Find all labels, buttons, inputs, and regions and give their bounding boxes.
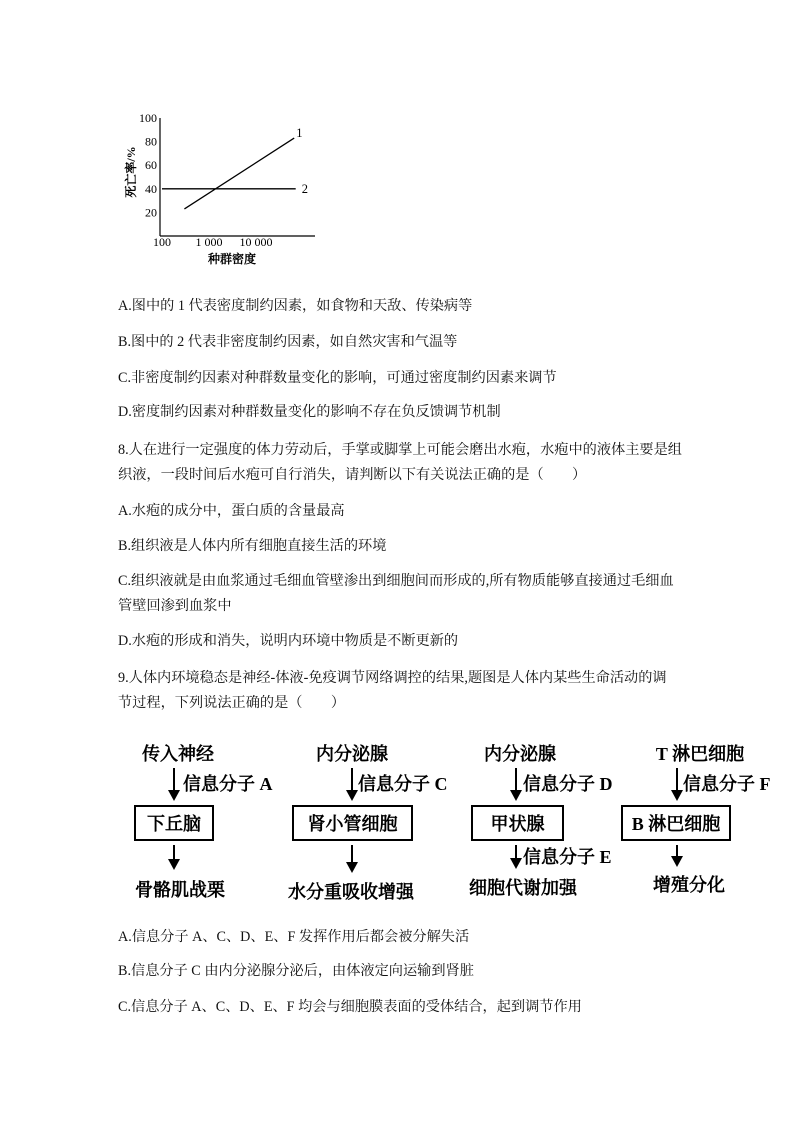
q9-option-c: C.信息分子 A、C、D、E、F 均会与细胞膜表面的受体结合，起到调节作用 — [118, 999, 582, 1015]
q7-option-d: D.密度制约因素对种群数量变化的影响不存在负反馈调节机制 — [118, 404, 501, 420]
q8-option-b: B.组织液是人体内所有细胞直接生活的环境 — [118, 538, 387, 554]
diagram-target-box — [471, 805, 564, 841]
q8-stem-line: 织液，一段时间后水疱可自行消失，请判断以下有关说法正确的是（ ） — [118, 467, 587, 483]
arrow-down-icon — [167, 845, 181, 870]
q8-option-d: D.水疱的形成和消失，说明内环境中物质是不断更新的 — [118, 633, 459, 649]
population-density-chart — [110, 105, 330, 270]
q9-option-a: A.信息分子 A、C、D、E、F 发挥作用后都会被分解失活 — [118, 929, 470, 945]
arrow-down-icon — [670, 768, 684, 801]
diagram-signal: 信息分子 D — [523, 774, 613, 794]
x-axis-label: 种群密度 — [207, 252, 257, 266]
q8-stem-line: 8.人在进行一定强度的体力劳动后，手掌或脚掌上可能会磨出水疱，水疱中的液体主要是组 — [118, 442, 682, 458]
diagram-target-label: B 淋巴细胞 — [631, 814, 721, 834]
diagram-source: 内分泌腺 — [484, 744, 556, 764]
y-tick-label: 20 — [145, 205, 157, 220]
diagram-target-box — [292, 805, 413, 841]
diagram-target-label: 下丘脑 — [147, 814, 201, 834]
diagram-signal: 信息分子 A — [183, 774, 273, 794]
diagram-target-box — [134, 805, 214, 841]
y-tick-label: 40 — [145, 181, 157, 196]
diagram-target-box — [621, 805, 731, 841]
q7-option-c: C.非密度制约因素对种群数量变化的影响，可通过密度制约因素来调节 — [118, 370, 557, 386]
arrow-down-icon — [670, 845, 684, 867]
q8-option-c: C.组织液就是由血浆通过毛细血管壁渗出到细胞间而形成的,所有物质能够直接通过毛细血 — [118, 573, 674, 589]
diagram-source: T 淋巴细胞 — [655, 744, 745, 764]
diagram-source: 传入神经 — [142, 744, 214, 764]
diagram-signal: 信息分子 C — [358, 774, 448, 794]
y-axis-label: 死亡率/% — [124, 146, 138, 198]
series-label-1: 1 — [296, 126, 303, 141]
diagram-signal-out: 信息分子 E — [523, 847, 612, 867]
series-label-2: 2 — [301, 181, 308, 196]
arrow-down-icon — [509, 768, 523, 801]
diagram-effect: 水分重吸收增强 — [288, 882, 414, 902]
y-tick-label: 80 — [145, 134, 157, 149]
q9-option-b: B.信息分子 C 由内分泌腺分泌后，由体液定向运输到肾脏 — [118, 963, 474, 979]
x-tick-label: 1 000 — [195, 235, 223, 249]
q7-option-b: B.图中的 2 代表非密度制约因素，如自然灾害和气温等 — [118, 334, 458, 350]
diagram-signal: 信息分子 F — [683, 774, 771, 794]
diagram-effect: 增殖分化 — [653, 875, 725, 895]
y-tick-label: 100 — [139, 111, 157, 125]
x-tick-label: 100 — [153, 235, 171, 249]
diagram-target-label: 肾小管细胞 — [307, 814, 398, 834]
q8-option-c-continued: 管壁回渗到血浆中 — [118, 598, 232, 614]
arrow-down-icon — [345, 845, 359, 873]
q8-option-a: A.水疱的成分中，蛋白质的含量最高 — [118, 503, 345, 519]
series-line-1 — [184, 138, 294, 209]
diagram-source: 内分泌腺 — [316, 744, 388, 764]
diagram-effect: 细胞代谢加强 — [469, 878, 577, 898]
x-tick-label: 10 000 — [239, 235, 273, 249]
arrow-down-icon — [345, 768, 359, 801]
diagram-effect: 骨骼肌战栗 — [135, 880, 225, 900]
arrow-down-icon — [167, 768, 181, 801]
q9-stem-line: 节过程，下列说法正确的是（ ） — [118, 695, 346, 711]
diagram-target-label: 甲状腺 — [490, 814, 545, 834]
q7-option-a: A.图中的 1 代表密度制约因素，如食物和天敌、传染病等 — [118, 298, 473, 314]
q9-stem-line: 9.人体内环境稳态是神经-体液-免疫调节网络调控的结果,题图是人体内某些生命活动的调 — [118, 670, 667, 686]
y-tick-label: 60 — [145, 158, 157, 173]
arrow-down-icon — [509, 845, 523, 869]
